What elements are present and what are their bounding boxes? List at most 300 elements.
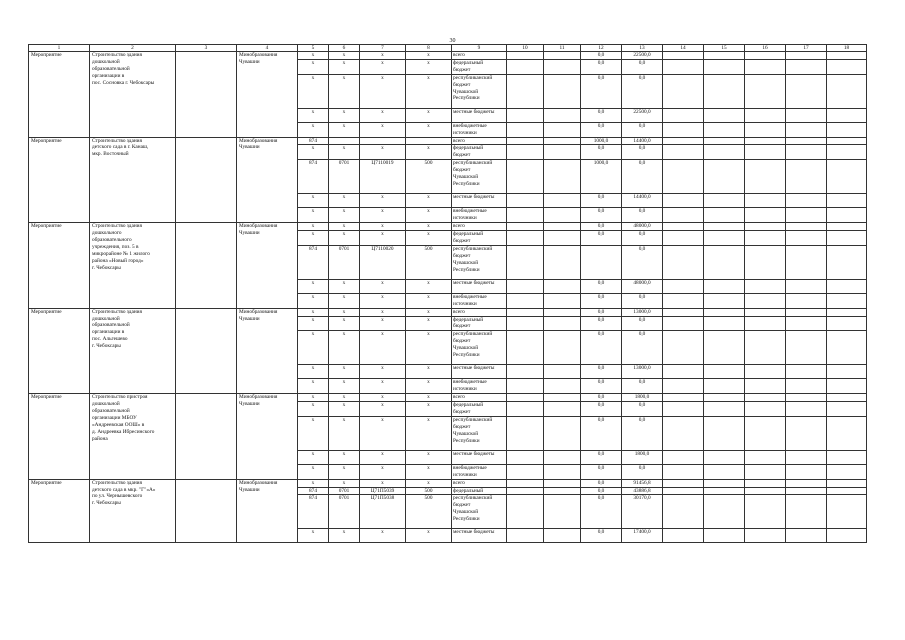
cell-source: внебюджетные источники (452, 379, 507, 394)
cell-col15 (704, 308, 745, 316)
cell-executor: Минобразования Чувашии (237, 308, 298, 394)
cell-col18 (827, 137, 867, 145)
cell-col17 (786, 279, 827, 293)
cell-col15 (704, 74, 745, 108)
table-row (29, 479, 867, 487)
column-header: 3 (176, 45, 237, 52)
cell-grbs: х (298, 331, 329, 365)
cell-col13: 48000,0 (622, 279, 663, 293)
cell-expense-type: х (406, 331, 452, 365)
cell-section (329, 137, 360, 145)
cell-expense-type: х (406, 59, 452, 74)
cell-col16 (745, 379, 786, 394)
cell-target: х (360, 365, 406, 379)
cell-col13: 13000,0 (622, 365, 663, 379)
cell-executor: Минобразования Чувашии (237, 394, 298, 480)
cell-source: республиканский бюджет Чувашской Республики (452, 495, 507, 529)
cell-section: х (329, 529, 360, 543)
cell-col17 (786, 331, 827, 365)
cell-col11 (544, 245, 581, 279)
cell-col12: 0,0 (581, 331, 622, 365)
cell-col12: 0,0 (581, 394, 622, 402)
cell-col13: 91456,8 (622, 479, 663, 487)
cell-col14 (663, 208, 704, 223)
cell-col17 (786, 223, 827, 231)
cell-target: х (360, 230, 406, 245)
cell-expense-type: х (406, 316, 452, 331)
cell-source: местные бюджеты (452, 194, 507, 208)
cell-col16 (745, 479, 786, 487)
cell-col11 (544, 145, 581, 160)
cell-section: х (329, 402, 360, 417)
cell-col12: 0,0 (581, 487, 622, 495)
cell-col18 (827, 379, 867, 394)
cell-col16 (745, 293, 786, 308)
cell-col13: 48000,0 (622, 223, 663, 231)
cell-type: Мероприятие (29, 52, 90, 138)
cell-col14 (663, 331, 704, 365)
column-header: 9 (452, 45, 507, 52)
cell-col10 (507, 137, 544, 145)
cell-expense-type: 500 (406, 245, 452, 279)
cell-section: 0701 (329, 245, 360, 279)
cell-col10 (507, 464, 544, 479)
cell-grbs: х (298, 74, 329, 108)
cell-section: х (329, 145, 360, 160)
cell-col14 (663, 416, 704, 450)
cell-col11 (544, 316, 581, 331)
cell-col13: 0,0 (622, 145, 663, 160)
cell-col11 (544, 230, 581, 245)
column-header: 13 (622, 45, 663, 52)
cell-source: местные бюджеты (452, 108, 507, 122)
cell-section: х (329, 279, 360, 293)
cell-col15 (704, 479, 745, 487)
cell-col16 (745, 145, 786, 160)
cell-col16 (745, 316, 786, 331)
cell-col12: 0,0 (581, 59, 622, 74)
cell-target: х (360, 293, 406, 308)
cell-col16 (745, 74, 786, 108)
cell-col13: 0,0 (622, 160, 663, 194)
cell-expense-type: х (406, 293, 452, 308)
cell-col14 (663, 464, 704, 479)
cell-target: х (360, 223, 406, 231)
cell-col12: 0,0 (581, 194, 622, 208)
cell-col14 (663, 450, 704, 464)
cell-source: всего (452, 308, 507, 316)
cell-col11 (544, 137, 581, 145)
cell-source: внебюджетные источники (452, 464, 507, 479)
cell-col15 (704, 495, 745, 529)
cell-col11 (544, 416, 581, 450)
cell-grbs: х (298, 529, 329, 543)
cell-section: х (329, 74, 360, 108)
cell-target: х (360, 394, 406, 402)
cell-col12: 0,0 (581, 479, 622, 487)
cell-expense-type: х (406, 379, 452, 394)
cell-expense-type (406, 137, 452, 145)
cell-col12: 0,0 (581, 416, 622, 450)
cell-name: Строительство здания дошкольной образовательной организации в пос. Сосновка г. Чебоксары (90, 52, 176, 138)
cell-col13: 1800,0 (622, 394, 663, 402)
cell-col15 (704, 402, 745, 417)
cell-col12 (581, 245, 622, 279)
cell-col15 (704, 416, 745, 450)
column-header: 7 (360, 45, 406, 52)
cell-source: республиканский бюджет Чувашской Республики (452, 416, 507, 450)
cell-col13: 1800,0 (622, 450, 663, 464)
cell-col15 (704, 108, 745, 122)
cell-col16 (745, 245, 786, 279)
cell-expense-type: х (406, 365, 452, 379)
cell-grbs: 874 (298, 495, 329, 529)
cell-col18 (827, 122, 867, 137)
cell-col15 (704, 464, 745, 479)
cell-expense-type: х (406, 122, 452, 137)
cell-section: х (329, 208, 360, 223)
cell-col11 (544, 479, 581, 487)
cell-section: х (329, 293, 360, 308)
cell-target: Ц7110019 (360, 160, 406, 194)
cell-name: Строительство здания дошкольного образовательного учреждения, поз. 5 в микрорайоне № 1 жилого района «Новый город» г. Чебоксары (90, 223, 176, 309)
cell-col17 (786, 529, 827, 543)
column-header: 14 (663, 45, 704, 52)
table-row (29, 137, 867, 145)
cell-grbs: х (298, 108, 329, 122)
cell-col18 (827, 145, 867, 160)
cell-col12: 0,0 (581, 365, 622, 379)
cell-col12: 0,0 (581, 108, 622, 122)
cell-col13: 13000,0 (622, 308, 663, 316)
cell-col10 (507, 316, 544, 331)
cell-source: местные бюджеты (452, 365, 507, 379)
cell-col14 (663, 529, 704, 543)
cell-col12: 0,0 (581, 293, 622, 308)
cell-grbs: х (298, 464, 329, 479)
cell-col15 (704, 52, 745, 60)
cell-col15 (704, 293, 745, 308)
cell-target: х (360, 450, 406, 464)
cell-col10 (507, 379, 544, 394)
cell-col11 (544, 122, 581, 137)
cell-target: х (360, 316, 406, 331)
cell-type: Мероприятие (29, 308, 90, 394)
cell-expense-type: х (406, 464, 452, 479)
cell-col13: 0,0 (622, 416, 663, 450)
column-header: 10 (507, 45, 544, 52)
cell-col11 (544, 59, 581, 74)
cell-col3 (176, 479, 237, 543)
cell-expense-type: х (406, 145, 452, 160)
cell-grbs: х (298, 223, 329, 231)
cell-col11 (544, 365, 581, 379)
cell-grbs: х (298, 122, 329, 137)
cell-col18 (827, 464, 867, 479)
cell-col15 (704, 59, 745, 74)
cell-col12: 0,0 (581, 230, 622, 245)
column-header: 18 (827, 45, 867, 52)
cell-type: Мероприятие (29, 394, 90, 480)
cell-source: местные бюджеты (452, 450, 507, 464)
cell-col18 (827, 279, 867, 293)
cell-source: всего (452, 52, 507, 60)
cell-col11 (544, 308, 581, 316)
cell-grbs: х (298, 279, 329, 293)
table-row (29, 223, 867, 231)
page-number: 30 (449, 38, 456, 44)
cell-grbs: 874 (298, 487, 329, 495)
cell-grbs: х (298, 450, 329, 464)
cell-col12: 0,0 (581, 122, 622, 137)
cell-col17 (786, 208, 827, 223)
column-header: 2 (90, 45, 176, 52)
cell-col10 (507, 293, 544, 308)
cell-col17 (786, 316, 827, 331)
cell-col10 (507, 208, 544, 223)
cell-name: Строительство здания детского сада в г. Канаш, мкр. Восточный (90, 137, 176, 223)
cell-col18 (827, 230, 867, 245)
cell-col10 (507, 402, 544, 417)
cell-col16 (745, 402, 786, 417)
cell-col17 (786, 464, 827, 479)
cell-section: х (329, 394, 360, 402)
cell-col14 (663, 137, 704, 145)
cell-col18 (827, 245, 867, 279)
column-header: 1 (29, 45, 90, 52)
cell-section: х (329, 108, 360, 122)
cell-col17 (786, 416, 827, 450)
cell-target: Ц7110020 (360, 245, 406, 279)
cell-target: х (360, 208, 406, 223)
cell-section: х (329, 416, 360, 450)
cell-col10 (507, 108, 544, 122)
cell-col12: 0,0 (581, 316, 622, 331)
column-header: 11 (544, 45, 581, 52)
cell-grbs: х (298, 208, 329, 223)
cell-col15 (704, 331, 745, 365)
cell-col10 (507, 145, 544, 160)
cell-col12: 0,0 (581, 308, 622, 316)
cell-col14 (663, 479, 704, 487)
cell-col18 (827, 529, 867, 543)
cell-grbs: х (298, 316, 329, 331)
cell-col12: 0,0 (581, 464, 622, 479)
cell-col11 (544, 331, 581, 365)
cell-target: х (360, 479, 406, 487)
cell-col3 (176, 52, 237, 138)
cell-section: 0701 (329, 160, 360, 194)
cell-col11 (544, 52, 581, 60)
cell-col17 (786, 487, 827, 495)
cell-target: х (360, 416, 406, 450)
cell-expense-type: х (406, 208, 452, 223)
cell-col15 (704, 230, 745, 245)
cell-col11 (544, 464, 581, 479)
cell-col15 (704, 245, 745, 279)
cell-col18 (827, 416, 867, 450)
cell-expense-type: х (406, 479, 452, 487)
cell-expense-type: х (406, 279, 452, 293)
cell-col15 (704, 316, 745, 331)
cell-target: х (360, 331, 406, 365)
cell-col10 (507, 495, 544, 529)
cell-target: х (360, 279, 406, 293)
cell-col16 (745, 59, 786, 74)
table-row (29, 394, 867, 402)
cell-col17 (786, 137, 827, 145)
cell-col11 (544, 74, 581, 108)
cell-col10 (507, 194, 544, 208)
cell-col10 (507, 52, 544, 60)
budget-table (28, 44, 867, 543)
cell-col13: 0,0 (622, 331, 663, 365)
cell-col3 (176, 137, 237, 223)
cell-col16 (745, 450, 786, 464)
cell-section: 0701 (329, 487, 360, 495)
cell-col14 (663, 194, 704, 208)
cell-col17 (786, 245, 827, 279)
cell-col14 (663, 379, 704, 394)
cell-col12: 1000,0 (581, 160, 622, 194)
cell-expense-type: х (406, 394, 452, 402)
cell-col11 (544, 487, 581, 495)
cell-col16 (745, 230, 786, 245)
cell-col14 (663, 145, 704, 160)
cell-col18 (827, 495, 867, 529)
cell-expense-type: 500 (406, 160, 452, 194)
cell-col18 (827, 160, 867, 194)
cell-col12: 0,0 (581, 74, 622, 108)
cell-col14 (663, 160, 704, 194)
cell-expense-type: х (406, 74, 452, 108)
cell-target: х (360, 464, 406, 479)
cell-col11 (544, 402, 581, 417)
cell-target: х (360, 145, 406, 160)
cell-target: х (360, 402, 406, 417)
cell-col14 (663, 59, 704, 74)
cell-col12: 1000,0 (581, 137, 622, 145)
cell-col15 (704, 379, 745, 394)
cell-col13: 0,0 (622, 208, 663, 223)
cell-col15 (704, 279, 745, 293)
cell-col12: 0,0 (581, 279, 622, 293)
cell-col14 (663, 308, 704, 316)
cell-col13: 0,0 (622, 230, 663, 245)
cell-target: х (360, 59, 406, 74)
cell-col13: 0,0 (622, 122, 663, 137)
cell-col10 (507, 245, 544, 279)
cell-col15 (704, 160, 745, 194)
cell-expense-type: х (406, 108, 452, 122)
cell-col16 (745, 464, 786, 479)
cell-col10 (507, 394, 544, 402)
cell-col15 (704, 450, 745, 464)
cell-col10 (507, 59, 544, 74)
cell-grbs: 874 (298, 137, 329, 145)
cell-col10 (507, 308, 544, 316)
cell-col13: 0,0 (622, 59, 663, 74)
column-header: 4 (237, 45, 298, 52)
cell-col11 (544, 379, 581, 394)
cell-col10 (507, 122, 544, 137)
cell-col18 (827, 208, 867, 223)
cell-col13: 22500,0 (622, 108, 663, 122)
cell-col13: 43886,8 (622, 487, 663, 495)
cell-expense-type: х (406, 223, 452, 231)
cell-expense-type: х (406, 194, 452, 208)
table-row (29, 308, 867, 316)
table-row (29, 52, 867, 60)
cell-section: х (329, 223, 360, 231)
cell-col10 (507, 223, 544, 231)
cell-col14 (663, 487, 704, 495)
cell-col13: 30170,0 (622, 495, 663, 529)
cell-source: всего (452, 394, 507, 402)
cell-col11 (544, 293, 581, 308)
cell-col15 (704, 208, 745, 223)
cell-col13: 0,0 (622, 379, 663, 394)
cell-grbs: х (298, 230, 329, 245)
cell-col13: 0,0 (622, 293, 663, 308)
cell-col17 (786, 479, 827, 487)
cell-target: х (360, 379, 406, 394)
cell-col11 (544, 108, 581, 122)
cell-target: х (360, 529, 406, 543)
cell-col14 (663, 293, 704, 308)
cell-col15 (704, 487, 745, 495)
cell-col18 (827, 293, 867, 308)
cell-col18 (827, 59, 867, 74)
cell-section: х (329, 308, 360, 316)
cell-col11 (544, 223, 581, 231)
cell-section: х (329, 52, 360, 60)
cell-col3 (176, 394, 237, 480)
column-header: 12 (581, 45, 622, 52)
cell-col17 (786, 160, 827, 194)
cell-source: внебюджетные источники (452, 293, 507, 308)
cell-target: Ц71П5039 (360, 487, 406, 495)
cell-col14 (663, 245, 704, 279)
cell-col17 (786, 293, 827, 308)
cell-col16 (745, 495, 786, 529)
cell-target: х (360, 308, 406, 316)
cell-executor: Минобразования Чувашии (237, 52, 298, 138)
cell-expense-type: х (406, 416, 452, 450)
cell-section: х (329, 450, 360, 464)
cell-source: федеральный бюджет (452, 59, 507, 74)
cell-col13: 14400,0 (622, 137, 663, 145)
cell-section: 0701 (329, 495, 360, 529)
column-header-row (29, 45, 867, 52)
cell-name: Строительство здания детского сада в мкр. "Г"«А» по ул. Чернышевского г. Чебоксары (90, 479, 176, 543)
cell-col12: 0,0 (581, 379, 622, 394)
cell-type: Мероприятие (29, 137, 90, 223)
cell-col18 (827, 316, 867, 331)
cell-col17 (786, 402, 827, 417)
cell-grbs: х (298, 293, 329, 308)
cell-col10 (507, 479, 544, 487)
cell-col14 (663, 108, 704, 122)
cell-col17 (786, 230, 827, 245)
cell-col16 (745, 487, 786, 495)
cell-section: х (329, 316, 360, 331)
cell-section: х (329, 230, 360, 245)
cell-col16 (745, 279, 786, 293)
cell-col17 (786, 52, 827, 60)
cell-col15 (704, 137, 745, 145)
cell-col17 (786, 59, 827, 74)
